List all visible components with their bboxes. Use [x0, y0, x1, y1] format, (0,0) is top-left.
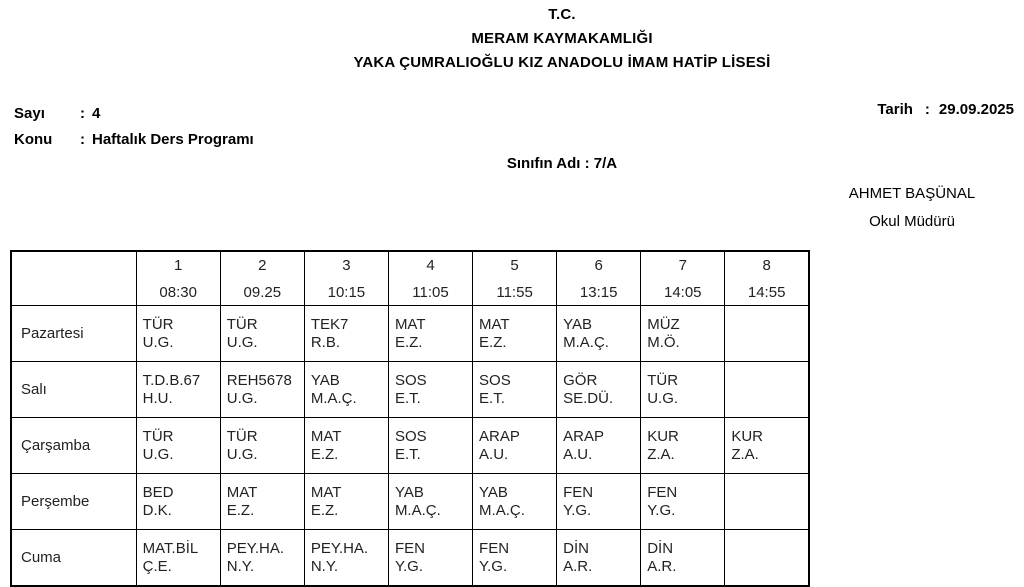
lesson-teacher: M.Ö. — [647, 333, 680, 351]
sayi-value: 4 — [92, 105, 101, 122]
lesson-cell — [136, 530, 220, 587]
lesson-subject: YAB — [479, 483, 508, 501]
konu-separator: : — [80, 131, 85, 148]
lesson-cell — [641, 474, 725, 530]
lesson-subject: BED — [142, 483, 174, 501]
class-name-title: Sınıfın Adı : 7/A — [506, 155, 618, 172]
period-header-cell — [557, 251, 641, 306]
lesson-cell — [557, 474, 641, 530]
period-header-cell — [136, 251, 220, 306]
signature-name: AHMET BAŞÜNAL — [848, 185, 976, 202]
lesson-cell — [641, 418, 725, 474]
period-number: 1 — [174, 257, 183, 274]
lesson-teacher: Y.G. — [394, 557, 424, 575]
lesson-cell — [473, 530, 557, 587]
lesson-cell — [725, 418, 809, 474]
corner-cell — [11, 251, 136, 306]
lesson-cell — [304, 362, 388, 418]
lesson-cell — [473, 418, 557, 474]
weekly-schedule-table — [10, 250, 810, 587]
document-header — [110, 3, 1014, 75]
period-time: 11:55 — [496, 284, 533, 301]
lesson-teacher: E.T. — [394, 445, 421, 463]
lesson-teacher: A.U. — [563, 445, 593, 463]
lesson-teacher: E.Z. — [310, 501, 339, 519]
lesson-subject: DİN — [647, 539, 674, 557]
lesson-teacher: A.R. — [563, 557, 593, 575]
lesson-teacher: A.U. — [479, 445, 509, 463]
tarih-label: Tarih — [877, 101, 913, 118]
lesson-teacher: E.Z. — [479, 333, 507, 351]
lesson-subject: FEN — [563, 483, 594, 501]
lesson-subject: ARAP — [563, 427, 604, 445]
lesson-subject: MAT — [479, 315, 510, 333]
konu-value: Haftalık Ders Programı — [92, 131, 254, 148]
day-row-cuma — [11, 530, 809, 587]
lesson-teacher: A.R. — [647, 557, 677, 575]
lesson-cell — [641, 306, 725, 362]
lesson-cell — [220, 530, 304, 587]
lesson-subject: YAB — [310, 371, 340, 389]
day-name-cell: Pazartesi — [11, 306, 136, 362]
lesson-subject: REH5678 — [226, 371, 292, 389]
lesson-cell — [725, 530, 809, 587]
lesson-teacher: Z.A. — [731, 445, 759, 463]
period-number: 7 — [678, 257, 687, 274]
period-number: 4 — [426, 257, 435, 274]
lesson-teacher: E.Z. — [226, 501, 255, 519]
lesson-teacher: M.A.Ç. — [479, 501, 525, 519]
lesson-cell — [473, 474, 557, 530]
lesson-subject: FEN — [394, 539, 425, 557]
state-title: T.C. — [548, 6, 576, 23]
lesson-teacher: E.Z. — [310, 445, 339, 463]
lesson-cell — [557, 362, 641, 418]
lesson-cell — [220, 474, 304, 530]
konu-label: Konu — [14, 131, 53, 148]
lesson-teacher: N.Y. — [310, 557, 339, 575]
lesson-cell — [641, 530, 725, 587]
lesson-teacher: Z.A. — [647, 445, 675, 463]
lesson-teacher: Y.G. — [479, 557, 508, 575]
lesson-cell — [557, 418, 641, 474]
period-header-cell — [473, 251, 557, 306]
lesson-subject: YAB — [563, 315, 593, 333]
lesson-subject: SOS — [394, 427, 427, 445]
document-meta — [14, 101, 254, 153]
lesson-teacher: U.G. — [226, 389, 258, 407]
period-time: 14:55 — [747, 284, 786, 301]
lesson-teacher: U.G. — [226, 333, 258, 351]
lesson-cell — [388, 306, 472, 362]
sayi-label: Sayı — [14, 105, 45, 122]
lesson-cell — [220, 418, 304, 474]
lesson-subject: TÜR — [142, 315, 174, 333]
period-time: 14:05 — [663, 284, 702, 301]
lesson-cell — [725, 474, 809, 530]
signature-block — [812, 183, 1012, 233]
lesson-cell — [725, 362, 809, 418]
lesson-subject: TEK7 — [310, 315, 349, 333]
lesson-subject: PEY.HA. — [310, 539, 369, 557]
lesson-cell — [304, 530, 388, 587]
lesson-cell — [220, 306, 304, 362]
lesson-teacher: H.U. — [142, 389, 173, 407]
day-name-cell: Cuma — [11, 530, 136, 587]
lesson-cell — [136, 362, 220, 418]
lesson-subject: MAT — [394, 315, 426, 333]
day-name-cell: Salı — [11, 362, 136, 418]
lesson-cell — [388, 418, 472, 474]
lesson-cell — [557, 530, 641, 587]
period-number: 3 — [342, 257, 351, 274]
lesson-cell — [304, 418, 388, 474]
lesson-teacher: Y.G. — [563, 501, 592, 519]
period-header-cell — [304, 251, 388, 306]
sayi-row — [14, 101, 254, 127]
tarih-row — [877, 101, 1014, 118]
lesson-cell — [136, 418, 220, 474]
lesson-cell — [388, 474, 472, 530]
lesson-teacher: D.K. — [142, 501, 172, 519]
lesson-subject: T.D.B.67 — [142, 371, 201, 389]
lesson-cell — [136, 306, 220, 362]
lesson-cell — [304, 306, 388, 362]
lesson-teacher: M.A.Ç. — [394, 501, 441, 519]
tarih-value: 29.09.2025 — [938, 101, 1014, 118]
day-row-persembe — [11, 474, 809, 530]
lesson-cell — [220, 362, 304, 418]
lesson-subject: TÜR — [647, 371, 679, 389]
lesson-subject: KUR — [731, 427, 763, 445]
lesson-cell — [473, 362, 557, 418]
sayi-separator: : — [80, 105, 85, 122]
lesson-cell — [725, 306, 809, 362]
lesson-teacher: E.T. — [479, 389, 505, 407]
lesson-teacher: Ç.E. — [142, 557, 172, 575]
lesson-teacher: U.G. — [142, 333, 174, 351]
lesson-cell — [136, 474, 220, 530]
period-number: 6 — [594, 257, 603, 274]
period-number: 5 — [510, 257, 519, 274]
district-title: MERAM KAYMAKAMLIĞI — [471, 30, 653, 47]
signature-title: Okul Müdürü — [869, 213, 955, 230]
lesson-teacher: SE.DÜ. — [563, 389, 614, 407]
period-number: 8 — [762, 257, 771, 274]
lesson-subject: MÜZ — [647, 315, 680, 333]
period-time: 13:15 — [579, 284, 618, 301]
lesson-cell — [557, 306, 641, 362]
period-time: 08:30 — [159, 284, 197, 301]
lesson-subject: KUR — [647, 427, 679, 445]
period-time: 10:15 — [327, 284, 366, 301]
lesson-subject: MAT — [226, 483, 258, 501]
lesson-subject: SOS — [479, 371, 511, 389]
lesson-teacher: E.T. — [394, 389, 421, 407]
lesson-subject: FEN — [479, 539, 510, 557]
period-header-cell — [725, 251, 809, 306]
lesson-teacher: U.G. — [226, 445, 258, 463]
lesson-teacher: N.Y. — [226, 557, 254, 575]
lesson-teacher: Y.G. — [647, 501, 676, 519]
period-header-cell — [388, 251, 472, 306]
day-row-pazartesi — [11, 306, 809, 362]
period-header-row — [11, 251, 809, 306]
lesson-subject: GÖR — [563, 371, 598, 389]
day-name-cell: Perşembe — [11, 474, 136, 530]
day-row-carsamba — [11, 418, 809, 474]
lesson-subject: DİN — [563, 539, 589, 557]
period-header-cell — [220, 251, 304, 306]
lesson-cell — [388, 530, 472, 587]
lesson-teacher: E.Z. — [394, 333, 423, 351]
tarih-separator: : — [924, 101, 930, 118]
lesson-cell — [473, 306, 557, 362]
lesson-subject: MAT.BİL — [142, 539, 199, 557]
day-row-sali — [11, 362, 809, 418]
lesson-subject: SOS — [394, 371, 427, 389]
lesson-teacher: M.A.Ç. — [563, 333, 609, 351]
lesson-subject: MAT — [310, 427, 342, 445]
period-time: 09.25 — [243, 284, 282, 301]
lesson-subject: PEY.HA. — [226, 539, 285, 557]
lesson-subject: YAB — [394, 483, 424, 501]
lesson-teacher: U.G. — [142, 445, 174, 463]
lesson-subject: ARAP — [479, 427, 520, 445]
school-title: YAKA ÇUMRALIOĞLU KIZ ANADOLU İMAM HATİP LİSESİ — [353, 54, 771, 71]
lesson-teacher: R.B. — [310, 333, 341, 351]
lesson-subject: MAT — [310, 483, 342, 501]
lesson-subject: FEN — [647, 483, 678, 501]
konu-row — [14, 127, 254, 153]
lesson-subject: TÜR — [142, 427, 174, 445]
lesson-subject: TÜR — [226, 427, 258, 445]
lesson-subject: TÜR — [226, 315, 258, 333]
lesson-teacher: U.G. — [647, 389, 679, 407]
lesson-cell — [641, 362, 725, 418]
period-time: 11:05 — [412, 284, 449, 301]
lesson-cell — [388, 362, 472, 418]
period-number: 2 — [258, 257, 267, 274]
day-name-cell: Çarşamba — [11, 418, 136, 474]
lesson-cell — [304, 474, 388, 530]
lesson-teacher: M.A.Ç. — [310, 389, 357, 407]
period-header-cell — [641, 251, 725, 306]
